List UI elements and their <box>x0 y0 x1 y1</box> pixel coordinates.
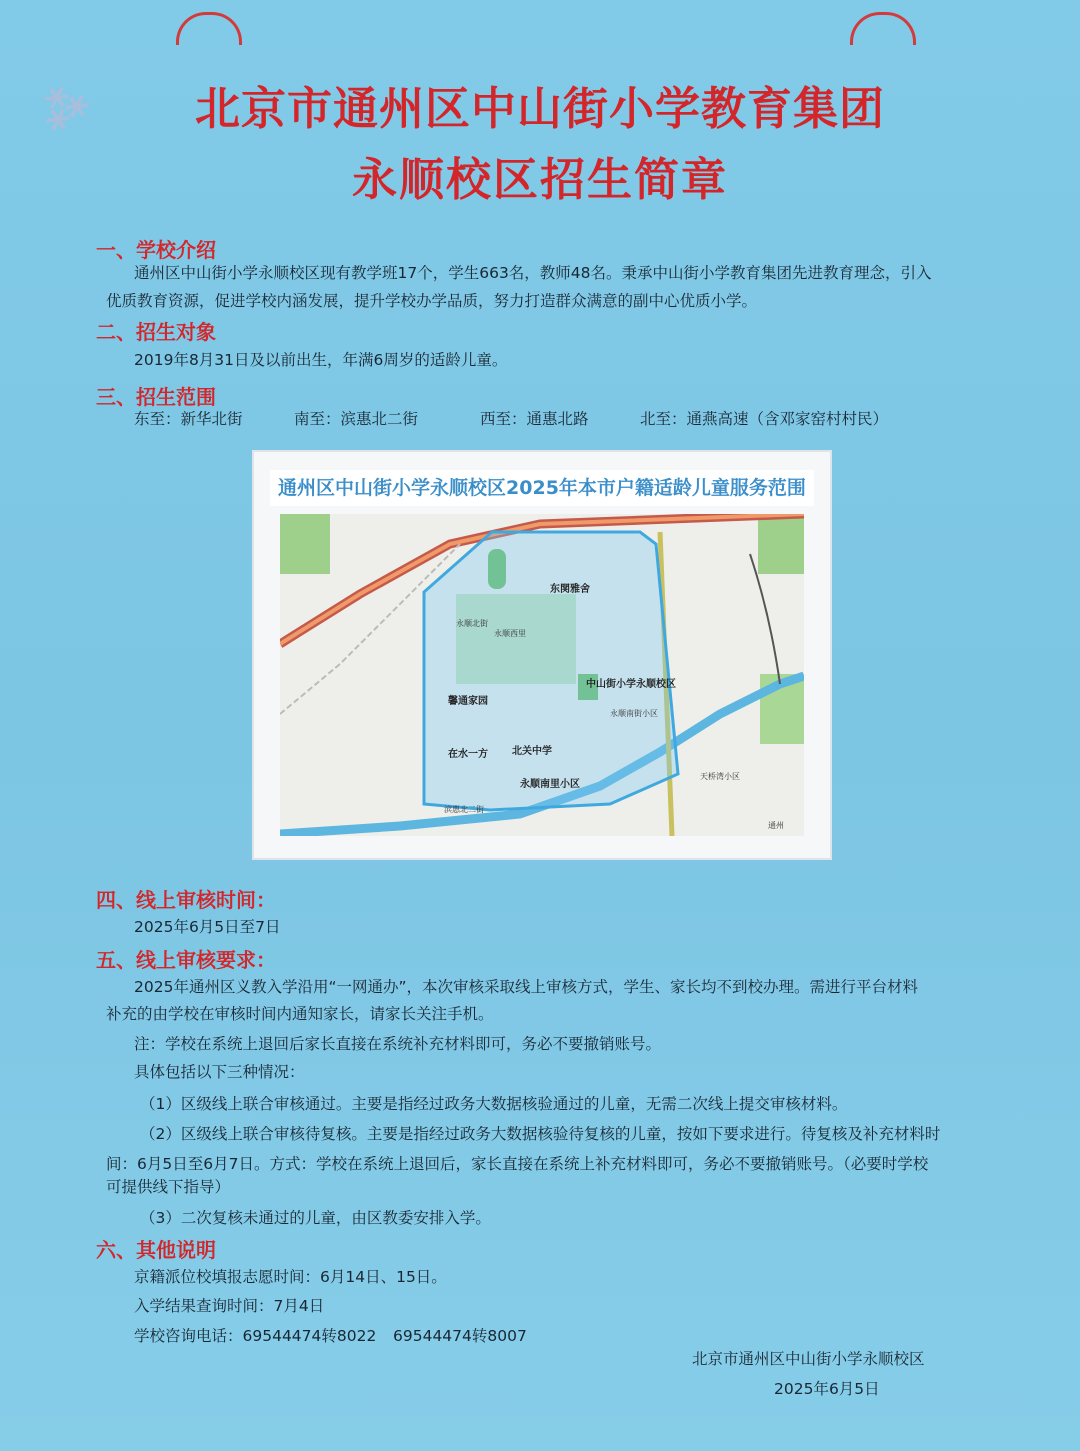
section2-heading: 二、招生对象 <box>96 320 216 344</box>
range-north: 北至：通燕高速（含邓家窑村村民） <box>640 410 889 428</box>
section6-heading: 六、其他说明 <box>96 1238 216 1262</box>
hanger-ring-left <box>176 12 242 45</box>
section5-case2-line2: 间：6月5日至6月7日。方式：学校在系统上退回后，家长直接在系统上补充材料即可，务必不要撤销账号。（必要时学校 <box>106 1155 929 1173</box>
map-canvas <box>280 514 804 836</box>
hanger-ring-right <box>850 12 916 45</box>
section5-note: 注：学校在系统上退回后家长直接在系统补充材料即可，务必不要撤销账号。 <box>134 1035 662 1053</box>
range-south: 南至：滨惠北二街 <box>294 410 419 428</box>
section5-case2-line1: （2）区级线上联合审核待复核。主要是指经过政务大数据核验待复核的儿童，按如下要求进行。待复核及补充材料时 <box>140 1125 941 1143</box>
section5-intro: 具体包括以下三种情况： <box>134 1063 305 1081</box>
label-dongguan: 东関雅舍 <box>550 584 590 595</box>
label-huanqiao: 滨惠北二街 <box>444 805 484 814</box>
section5-case1: （1）区级线上联合审核通过。主要是指经过政务大数据核验通过的儿童，无需二次线上提交审核材料。 <box>140 1095 848 1113</box>
label-tongzhou: 通州 <box>768 821 784 830</box>
service-boundary <box>424 532 678 810</box>
section6-line1: 京籍派位校填报志愿时间：6月14日、15日。 <box>134 1268 447 1286</box>
label-yongshun-north: 永顺北街 <box>456 619 488 628</box>
range-west: 西至：通惠北路 <box>480 410 589 428</box>
label-yongshun-south: 永顺南里小区 <box>520 779 580 790</box>
map-title: 通州区中山街小学永顺校区2025年本市户籍适龄儿童服务范围 <box>270 470 814 506</box>
footer-date: 2025年6月5日 <box>774 1380 880 1398</box>
green-area <box>758 514 804 574</box>
label-yongshun-xili: 永顺西里 <box>494 629 526 638</box>
service-area-map <box>252 450 832 860</box>
map-svg <box>280 514 804 836</box>
range-east: 东至：新华北街 <box>134 410 243 428</box>
section5-case2-line3: 可提供线下指导） <box>106 1178 231 1196</box>
label-tianqiao: 天桥湾小区 <box>700 772 740 781</box>
section5-case3: （3）二次复核未通过的儿童，由区教委安排入学。 <box>140 1209 491 1227</box>
label-school: 中山街小学永顺校区 <box>586 679 676 690</box>
section1-line1: 通州区中山街小学永顺校区现有教学班17个，学生663名，教师48名。秉承中山街小学教育集团先进教育理念，引入 <box>134 264 932 282</box>
section4-line1: 2025年6月5日至7日 <box>134 918 281 936</box>
label-yongshun-nanjie: 永顺南街小区 <box>610 709 658 718</box>
watermark: ⁂ <box>28 71 99 143</box>
page-title-line1: 北京市通州区中山街小学教育集团 <box>194 82 885 135</box>
section6-phone2: 69544474转8007 <box>393 1327 527 1345</box>
label-zaishui: 在水一方 <box>448 749 488 760</box>
green-area <box>280 514 330 574</box>
section1-line2: 优质教育资源，促进学校内涵发展，提升学校办学品质，努力打造群众满意的副中心优质小学。 <box>106 292 758 310</box>
section1-heading: 一、学校介绍 <box>96 238 216 262</box>
section5-p1-line2: 补充的由学校在审核时间内通知家长，请家长关注手机。 <box>106 1005 494 1023</box>
section6-phone1: 学校咨询电话：69544474转8022 <box>134 1327 377 1345</box>
footer-org: 北京市通州区中山街小学永顺校区 <box>692 1350 925 1368</box>
section2-line1: 2019年8月31日及以前出生，年满6周岁的适龄儿童。 <box>134 351 508 369</box>
section6-line2: 入学结果查询时间：7月4日 <box>134 1297 325 1315</box>
section5-p1-line1: 2025年通州区义教入学沿用“一网通办”，本次审核采取线上审核方式，学生、家长均不到校办理。需进行平台材料 <box>134 978 919 996</box>
section5-heading: 五、线上审核要求： <box>96 948 276 972</box>
section3-heading: 三、招生范围 <box>96 385 216 409</box>
label-beiguan: 北关中学 <box>512 746 552 757</box>
section4-heading: 四、线上审核时间： <box>96 888 276 912</box>
label-xintong: 馨通家园 <box>448 696 488 707</box>
page-title-line2: 永顺校区招生简章 <box>351 153 728 206</box>
